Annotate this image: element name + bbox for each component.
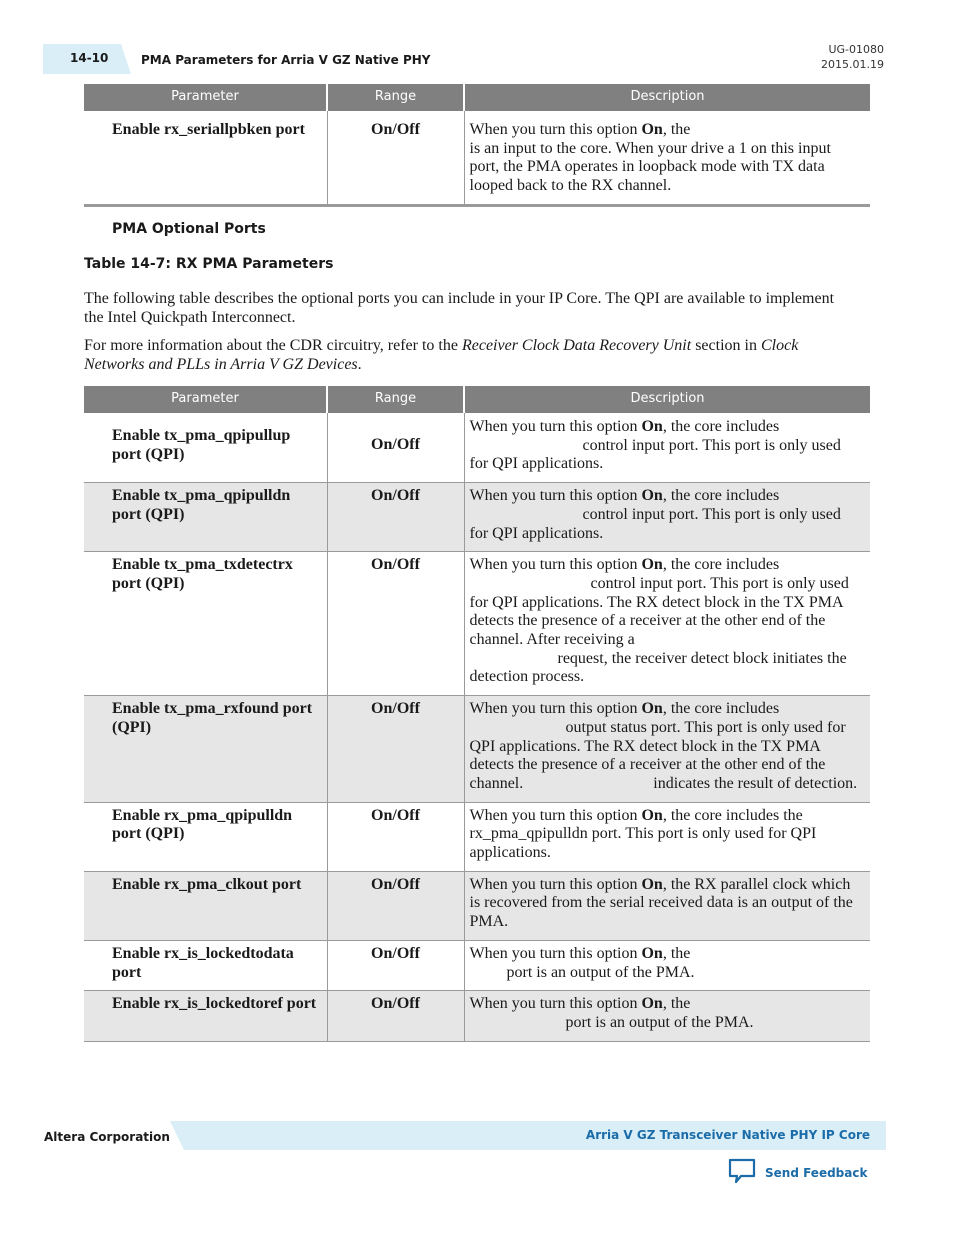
column-header-range: Range bbox=[327, 84, 464, 111]
param-description: When you turn this option On, the core includes control input port. This port is only used for QPI applications. bbox=[469, 418, 841, 473]
send-feedback-label: Send Feedback bbox=[765, 1165, 868, 1180]
table-row bbox=[84, 940, 870, 990]
param-name: Enable tx_pma_txdetectrx port (QPI) bbox=[112, 556, 293, 592]
param-name: Enable tx_pma_rxfound port (QPI) bbox=[112, 700, 313, 736]
table-row bbox=[84, 802, 870, 871]
param-range: On/Off bbox=[371, 875, 420, 893]
table-row bbox=[84, 991, 870, 1041]
param-range: On/Off bbox=[371, 487, 420, 505]
param-range: On/Off bbox=[371, 995, 420, 1013]
table-row bbox=[84, 696, 870, 803]
param-name: Enable rx_is_lockedtodata port bbox=[112, 944, 294, 981]
header-title: PMA Parameters for Arria V GZ Native PHY bbox=[141, 53, 431, 67]
param-name: Enable rx_seriallpbken port bbox=[112, 121, 305, 138]
feedback-bubble-icon bbox=[727, 1157, 757, 1188]
param-range: On/Off bbox=[371, 806, 420, 824]
param-description: When you turn this option On, the RX parallel clock which is recovered from the serial received data is an output of the PMA. bbox=[469, 875, 853, 931]
param-description: When you turn this option On, the port is an output of the PMA. bbox=[469, 995, 754, 1031]
param-description: When you turn this option On, the core includes control input port. This port is only used for QPI applications. bbox=[469, 487, 841, 542]
section-heading: PMA Optional Ports bbox=[112, 221, 266, 237]
param-description: When you turn this option On, the is an input to the core. When your drive a 1 on this input port, the PMA operates in loopback mode with TX data looped back to the RX channel. bbox=[469, 121, 831, 195]
rx-pma-parameters-table bbox=[84, 386, 870, 1042]
column-header-parameter: Parameter bbox=[84, 386, 327, 413]
table-row bbox=[84, 413, 870, 483]
param-name: Enable rx_pma_clkout port bbox=[112, 875, 302, 893]
table-row bbox=[84, 483, 870, 552]
param-description: When you turn this option On, the port is an output of the PMA. bbox=[469, 944, 695, 981]
column-header-range: Range bbox=[327, 386, 464, 413]
send-feedback-link[interactable] bbox=[727, 1157, 867, 1188]
table-caption: Table 14-7: RX PMA Parameters bbox=[84, 256, 334, 272]
doc-id: UG-01080 bbox=[828, 43, 884, 56]
param-range: On/Off bbox=[371, 121, 420, 138]
reference-paragraph: For more information about the CDR circuitry, refer to the Receiver Clock Data Recovery Unit section in Clock Networks and PLLs in Arria V GZ Devices. bbox=[84, 337, 799, 373]
page-number: 14-10 bbox=[70, 51, 109, 65]
param-range: On/Off bbox=[371, 556, 420, 574]
param-name: Enable rx_is_lockedtoref port bbox=[112, 995, 317, 1013]
parameter-table-continued bbox=[84, 84, 870, 207]
column-header-description: Description bbox=[464, 84, 870, 111]
table-row bbox=[84, 871, 870, 940]
param-range: On/Off bbox=[371, 700, 420, 718]
param-range: On/Off bbox=[371, 436, 420, 453]
param-name: Enable tx_pma_qpipulldn port (QPI) bbox=[112, 487, 291, 523]
param-description: When you turn this option On, the core includes output status port. This port is only used for QPI applications. The RX detect block in the TX PMA detects the presence of a receiver at the other end of the channel. indicates the result of detection. bbox=[469, 700, 858, 792]
column-header-parameter: Parameter bbox=[84, 84, 327, 111]
param-name: Enable rx_pma_qpipulldn port (QPI) bbox=[112, 806, 293, 843]
param-name: Enable tx_pma_qpipullup port (QPI) bbox=[112, 427, 291, 463]
doc-date: 2015.01.19 bbox=[821, 58, 884, 71]
param-description: When you turn this option On, the core includes the rx_pma_qpipulldn port. This port is only used for QPI applications. bbox=[469, 806, 817, 862]
intro-paragraph: The following table describes the optional ports you can include in your IP Core. The QPI are available to implement the Intel Quickpath Interconnect. bbox=[84, 290, 835, 326]
column-header-description: Description bbox=[464, 386, 870, 413]
table-row bbox=[84, 552, 870, 696]
table-row bbox=[84, 111, 870, 205]
param-description: When you turn this option On, the core includes control input port. This port is only used for QPI applications. The RX detect block in the TX PMA detects the presence of a receiver at the other end of the channel. After receiving a request, the receiver detect block initiates the detection process. bbox=[469, 556, 849, 686]
param-range: On/Off bbox=[371, 944, 420, 962]
footer-doc-title[interactable]: Arria V GZ Transceiver Native PHY IP Core bbox=[585, 1128, 870, 1142]
footer-company: Altera Corporation bbox=[44, 1130, 170, 1144]
